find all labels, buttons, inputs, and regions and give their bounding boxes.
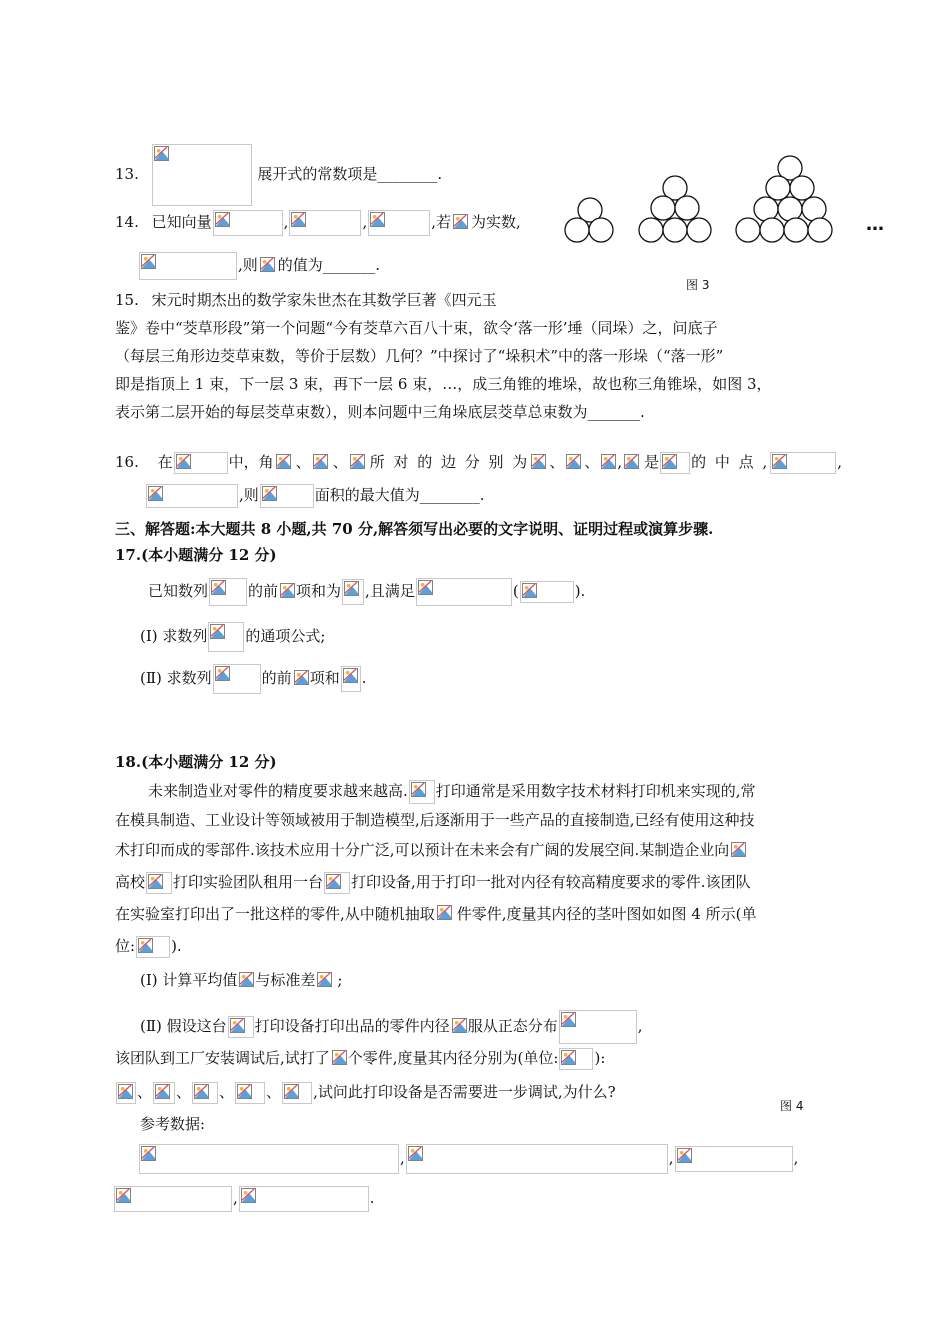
formula-image — [152, 144, 252, 206]
broken-image-icon — [276, 454, 291, 469]
broken-image-icon — [215, 212, 230, 227]
comma: , — [837, 453, 842, 471]
broken-image-icon — [408, 1146, 423, 1161]
formula-image — [342, 579, 364, 605]
broken-image-icon — [176, 454, 191, 469]
separator: 、 — [549, 453, 565, 471]
question-text: 展开式的常数项是________. — [257, 165, 443, 183]
question-15-line-4: 即是指顶上 1 束，下一层 3 束，再下一层 6 束，…，成三角锥的堆垛，故也称三角锥垛，如图 3， — [115, 375, 772, 393]
formula-image — [660, 452, 690, 474]
question-14 — [115, 210, 521, 236]
formula-image — [289, 210, 361, 236]
broken-image-icon — [772, 454, 787, 469]
formula-image — [349, 453, 369, 473]
broken-image-icon — [522, 583, 537, 598]
question-text: 的前 — [248, 582, 279, 600]
broken-image-icon — [148, 874, 163, 889]
question-15-line-2: 鉴》卷中“茭草形段”第一个问题“今有茭草六百八十束，欲令‘落一形’埵（同垛）之，问底子 — [115, 319, 718, 337]
question-text: 术打印而成的零部件.该技术应用十分广泛,可以预计在未来会有广阔的发展空间.某制造企业向 — [115, 841, 730, 859]
formula-image — [520, 581, 574, 603]
separator: 、 — [295, 453, 311, 471]
broken-image-icon — [230, 1018, 245, 1033]
broken-image-icon — [262, 486, 277, 501]
question-17-stem — [148, 578, 585, 606]
broken-image-icon — [141, 254, 156, 269]
comma: , — [283, 213, 289, 231]
broken-image-icon — [116, 1188, 131, 1203]
formula-image — [565, 453, 583, 473]
question-18-line-8 — [115, 1082, 616, 1104]
formula-image — [436, 904, 456, 926]
question-text: 打印通常是采用数字技术材料打印机来实现的,常 — [435, 782, 756, 800]
formula-image — [406, 1144, 668, 1174]
question-text: 与标准差 — [255, 971, 316, 989]
broken-image-icon — [237, 1084, 252, 1099]
question-text: 高校 — [115, 873, 146, 891]
punct: ): — [594, 1049, 606, 1067]
formula-image — [770, 452, 836, 474]
formula-image — [275, 453, 295, 473]
question-text: ,则 — [238, 256, 258, 274]
question-text: 位: — [115, 937, 136, 955]
broken-image-icon — [344, 581, 359, 596]
reference-data-label: 参考数据: — [140, 1115, 206, 1133]
question-text: 的 中 点 , — [691, 453, 770, 471]
separator: , — [617, 453, 623, 471]
question-text: 件零件,度量其内径的茎叶图如如图 4 所示(单 — [456, 905, 757, 923]
formula-image — [213, 210, 283, 236]
formula-image — [213, 664, 261, 694]
formula-image — [228, 1016, 254, 1038]
question-18-part-2 — [140, 1010, 642, 1044]
formula-image — [316, 971, 336, 991]
broken-image-icon — [148, 486, 163, 501]
figure-3-caption: 图 3 — [686, 278, 710, 292]
pyramid-2-rows — [565, 198, 613, 242]
formula-image — [114, 1186, 232, 1212]
pyramid-4-rows — [736, 156, 832, 242]
question-18-part-1 — [140, 970, 342, 991]
period: . — [369, 1189, 375, 1207]
formula-image — [623, 453, 643, 473]
question-text: 的前 — [261, 669, 292, 687]
formula-image — [293, 669, 309, 689]
broken-image-icon — [241, 1188, 256, 1203]
question-text: 打印设备,用于打印一批对内径有较高精度要求的零件.该团队 — [351, 873, 751, 891]
question-18-line-1 — [148, 780, 756, 804]
question-text: (Ⅱ) 求数列 — [140, 669, 212, 687]
punct: ; — [337, 971, 343, 989]
question-18-line-5 — [115, 904, 756, 926]
question-text: 的值为_______. — [277, 256, 381, 274]
formula-image — [416, 578, 512, 606]
broken-image-icon — [260, 257, 275, 272]
broken-image-icon — [350, 454, 365, 469]
formula-image — [136, 936, 170, 958]
comma: , — [637, 1017, 643, 1035]
formula-image — [146, 484, 238, 508]
formula-image — [279, 582, 295, 602]
broken-image-icon — [452, 1018, 467, 1033]
broken-image-icon — [453, 214, 468, 229]
question-number: 16. — [115, 453, 139, 471]
question-text: (Ⅱ) 假设这台 — [140, 1017, 227, 1035]
comma: , — [233, 1189, 238, 1207]
question-number: 14. — [115, 213, 139, 231]
question-text: 服从正态分布 — [467, 1017, 558, 1035]
broken-image-icon — [624, 454, 639, 469]
question-text: 未来制造业对零件的精度要求越来越高. — [148, 782, 408, 800]
question-13 — [115, 144, 442, 206]
broken-image-icon — [138, 938, 153, 953]
reference-data-line-2 — [113, 1186, 375, 1212]
question-text: 打印设备打印出品的零件内径 — [254, 1017, 450, 1035]
broken-image-icon — [280, 583, 295, 598]
question-17-heading: 17.(本小题满分 12 分) — [115, 546, 277, 564]
comma: , — [400, 1149, 405, 1167]
formula-image — [600, 453, 616, 473]
question-18-line-7 — [115, 1048, 605, 1070]
formula-image — [559, 1048, 593, 1070]
formula-image — [675, 1146, 793, 1172]
separator: 、 — [219, 1083, 235, 1101]
question-text: 打印实验团队租用一台 — [173, 873, 324, 891]
broken-image-icon — [343, 668, 358, 683]
question-text: 中，角 — [228, 453, 274, 471]
formula-image — [530, 453, 548, 473]
question-18-line-4 — [115, 872, 751, 894]
question-text: ,若 — [431, 213, 451, 231]
broken-image-icon — [601, 454, 616, 469]
question-text: ,则 — [239, 486, 259, 504]
broken-image-icon — [194, 1084, 209, 1099]
question-16 — [115, 452, 842, 474]
question-text: ). — [171, 937, 182, 955]
question-14-line-2 — [138, 252, 380, 280]
broken-image-icon — [313, 454, 328, 469]
question-text: 所 对 的 边 分 别 为 — [369, 453, 530, 471]
broken-image-icon — [210, 624, 225, 639]
broken-image-icon — [154, 146, 169, 161]
question-text: 已知向量 — [151, 213, 212, 231]
paren: ). — [574, 582, 586, 600]
broken-image-icon — [677, 1148, 692, 1163]
comma: , — [668, 1149, 674, 1167]
formula-image — [409, 780, 435, 804]
formula-image — [208, 622, 244, 652]
ellipsis: … — [866, 214, 884, 235]
pyramid-3-rows — [639, 176, 711, 242]
formula-image — [174, 452, 228, 474]
question-17-part-2 — [140, 664, 366, 694]
question-18-line-6 — [115, 936, 182, 958]
broken-image-icon — [215, 666, 230, 681]
figure-3-pyramids — [555, 150, 885, 250]
broken-image-icon — [317, 972, 332, 987]
formula-image — [451, 1017, 467, 1037]
formula-image — [259, 256, 277, 276]
question-text: 已知数列 — [148, 582, 209, 600]
comma: , — [793, 1149, 799, 1167]
broken-image-icon — [291, 212, 306, 227]
question-text: (Ⅰ) 求数列 — [140, 627, 208, 645]
broken-image-icon — [561, 1012, 576, 1027]
broken-image-icon — [284, 1084, 299, 1099]
formula-image — [209, 578, 247, 606]
broken-image-icon — [141, 1146, 156, 1161]
period: . — [361, 669, 367, 687]
broken-image-icon — [155, 1084, 170, 1099]
question-15 — [115, 290, 497, 310]
question-text: 个零件,度量其内径分别为(单位: — [347, 1049, 559, 1067]
section-heading: 三、解答题:本大题共 8 小题,共 70 分,解答须写出必要的文字说明、证明过程或演算步骤. — [115, 520, 714, 538]
question-18-heading: 18.(本小题满分 12 分) — [115, 753, 277, 771]
question-text: 面积的最大值为________. — [314, 486, 485, 504]
separator: 、 — [332, 453, 348, 471]
question-text: (Ⅰ) 计算平均值 — [140, 971, 238, 989]
formula-image — [312, 453, 332, 473]
figure-4-caption: 图 4 — [780, 1099, 804, 1113]
question-text: ,且满足 — [365, 582, 415, 600]
question-15-line-3: （每层三角形边茭草束数，等价于层数）几何？”中探讨了“垛积术”中的落一形垛（“落一形” — [115, 347, 724, 365]
question-number: 13. — [115, 165, 139, 183]
formula-image — [730, 841, 750, 861]
formula-image — [235, 1082, 265, 1104]
broken-image-icon — [294, 670, 309, 685]
formula-image — [260, 484, 314, 508]
broken-image-icon — [437, 905, 452, 920]
formula-image — [368, 210, 430, 236]
question-text: 在实验室打印出了一批这样的零件,从中随机抽取 — [115, 905, 435, 923]
broken-image-icon — [566, 454, 581, 469]
formula-image — [146, 872, 172, 894]
broken-image-icon — [370, 212, 385, 227]
question-text: ,试问此打印设备是否需要进一步调试,为什么? — [313, 1083, 616, 1101]
formula-image — [341, 666, 361, 692]
paren: ( — [512, 582, 519, 600]
question-18-line-2: 在模具制造、工业设计等领域被用于制造模型,后逐渐用于一些产品的直接制造,已经有使用这种技 — [115, 811, 755, 829]
question-16-line-2 — [145, 484, 485, 508]
broken-image-icon — [118, 1084, 133, 1099]
broken-image-icon — [731, 842, 746, 857]
broken-image-icon — [662, 454, 677, 469]
formula-image — [153, 1082, 175, 1104]
question-17-part-1 — [140, 622, 325, 652]
comma: , — [362, 213, 368, 231]
question-text: 项和 — [309, 669, 340, 687]
formula-image — [331, 1049, 347, 1069]
broken-image-icon — [531, 454, 546, 469]
question-text: 为实数, — [471, 213, 521, 231]
question-text: 在 — [157, 453, 173, 471]
formula-image — [238, 971, 254, 991]
formula-image — [282, 1082, 312, 1104]
formula-image — [192, 1082, 218, 1104]
separator: 、 — [137, 1083, 153, 1101]
broken-image-icon — [326, 874, 341, 889]
broken-image-icon — [239, 972, 254, 987]
question-text: 宋元时期杰出的数学家朱世杰在其数学巨著《四元玉 — [151, 291, 497, 309]
formula-image — [559, 1010, 637, 1044]
broken-image-icon — [418, 580, 433, 595]
formula-image — [452, 213, 470, 233]
separator: 、 — [584, 453, 600, 471]
question-number: 15. — [115, 291, 139, 309]
reference-data-line-1 — [138, 1144, 798, 1174]
broken-image-icon — [211, 580, 226, 595]
question-text: 是 — [644, 453, 660, 471]
formula-image — [139, 252, 237, 280]
question-text: 该团队到工厂安装调试后,试打了 — [115, 1049, 330, 1067]
formula-image — [239, 1186, 369, 1212]
formula-image — [324, 872, 350, 894]
broken-image-icon — [561, 1050, 576, 1065]
broken-image-icon — [332, 1050, 347, 1065]
separator: 、 — [266, 1083, 282, 1101]
formula-image — [116, 1082, 136, 1104]
question-text: 项和为 — [296, 582, 342, 600]
formula-image — [139, 1144, 399, 1174]
question-15-line-5: 表示第二层开始的每层茭草束数），则本问题中三角垛底层茭草总束数为_______. — [115, 403, 645, 421]
question-18-line-3 — [115, 840, 751, 861]
separator: 、 — [176, 1083, 192, 1101]
question-text: 的通项公式; — [245, 627, 326, 645]
broken-image-icon — [411, 782, 426, 797]
